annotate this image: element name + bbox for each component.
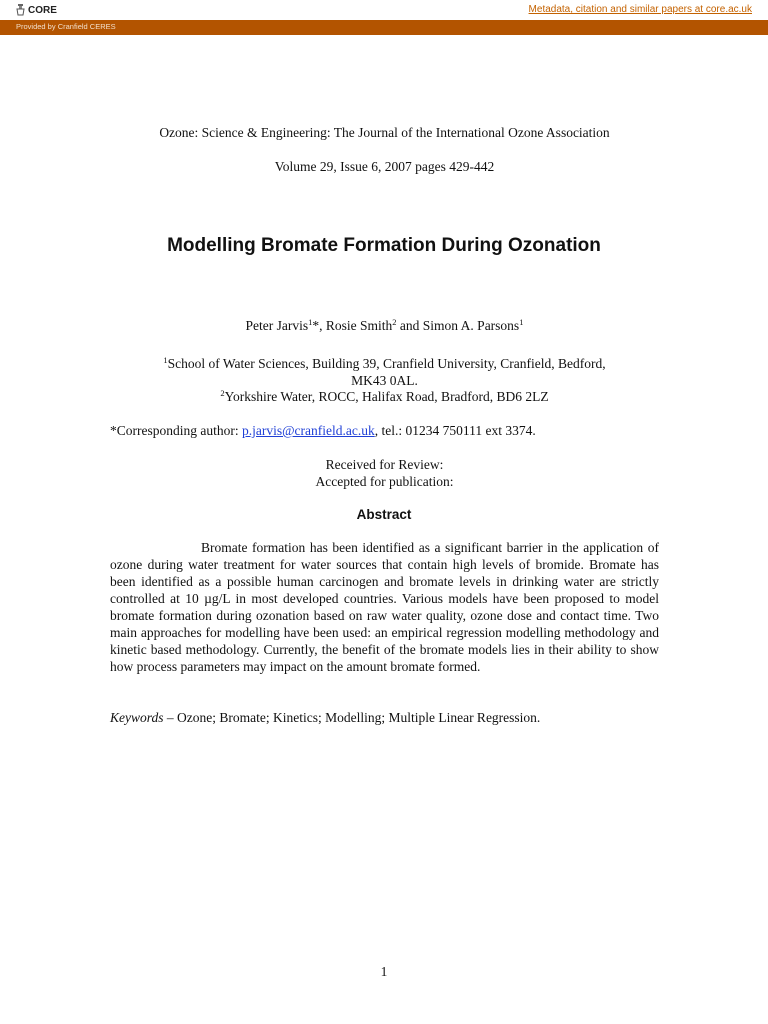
corresponding-author bbox=[110, 422, 659, 439]
affiliation-sup: 1 bbox=[163, 355, 168, 365]
author-separator: *, bbox=[312, 318, 326, 333]
author-name: Rosie Smith bbox=[325, 318, 393, 333]
affiliation-2-text: Yorkshire Water, ROCC, Halifax Road, Bradford, BD6 2LZ bbox=[224, 389, 549, 404]
abstract-text: Bromate formation has been identified as a significant barrier in the application of ozone during water treatment for water sources that contain high levels of bromide. Bromate has been identified as a possible human carcinogen and bromate levels in drinking water are strictly controlled at 10 µg/L in most developed countries. Various models have been proposed to model bromate formation during ozonation based on raw water quality, ozone dose and contact time. Two main approaches for modelling have been used: an empirical regression modelling methodology and kinetic based methodology. Currently, the benefit of the bromate models lies in their ability to show how process parameters may impact on the amount bromate formed. bbox=[110, 540, 659, 674]
affiliation-1-text: School of Water Sciences, Building 39, Cranfield University, Cranfield, Bedford, bbox=[167, 356, 606, 371]
author-name: Simon A. Parsons bbox=[422, 318, 520, 333]
core-logo[interactable] bbox=[16, 3, 57, 17]
affiliation-1 bbox=[110, 355, 659, 372]
author-affiliation-sup: 1 bbox=[519, 317, 524, 327]
author-separator: and bbox=[396, 318, 423, 333]
author-list bbox=[110, 317, 659, 334]
core-logo-text: CORE bbox=[28, 4, 57, 16]
keywords-line bbox=[110, 709, 659, 726]
affiliation-2 bbox=[110, 388, 659, 405]
affiliation-sup: 2 bbox=[220, 388, 225, 398]
author-affiliation-sup: 1 bbox=[308, 317, 313, 327]
volume-info: Volume 29, Issue 6, 2007 pages 429-442 bbox=[274, 159, 495, 174]
metadata-link[interactable]: Metadata, citation and similar papers at core.ac.uk bbox=[528, 4, 752, 15]
provided-by-bar bbox=[0, 20, 768, 35]
corresponding-prefix: *Corresponding author: bbox=[110, 423, 242, 438]
journal-name: Ozone: Science & Engineering: The Journal of the International Ozone Association bbox=[159, 125, 610, 140]
abstract-body bbox=[110, 539, 659, 675]
keywords-label: Keywords bbox=[110, 710, 164, 725]
affiliation-1-postcode: MK43 0AL. bbox=[351, 373, 418, 388]
paper-title: Modelling Bromate Formation During Ozonation bbox=[167, 235, 601, 256]
core-logo-icon bbox=[16, 4, 25, 16]
author-name: Peter Jarvis bbox=[245, 318, 309, 333]
provided-by-text: Provided by Cranfield CERES bbox=[16, 22, 116, 31]
keywords-text: – Ozone; Bromate; Kinetics; Modelling; Multiple Linear Regression. bbox=[163, 710, 541, 725]
received-date: Received for Review: bbox=[325, 457, 444, 472]
core-header-bar bbox=[0, 0, 768, 21]
email-link[interactable]: p.jarvis@cranfield.ac.uk bbox=[241, 423, 375, 438]
corresponding-suffix: , tel.: 01234 750111 ext 3374. bbox=[374, 423, 536, 438]
author-affiliation-sup: 2 bbox=[392, 317, 397, 327]
accepted-date: Accepted for publication: bbox=[315, 474, 454, 489]
page-number: 1 bbox=[380, 964, 388, 979]
abstract-heading: Abstract bbox=[356, 507, 412, 522]
